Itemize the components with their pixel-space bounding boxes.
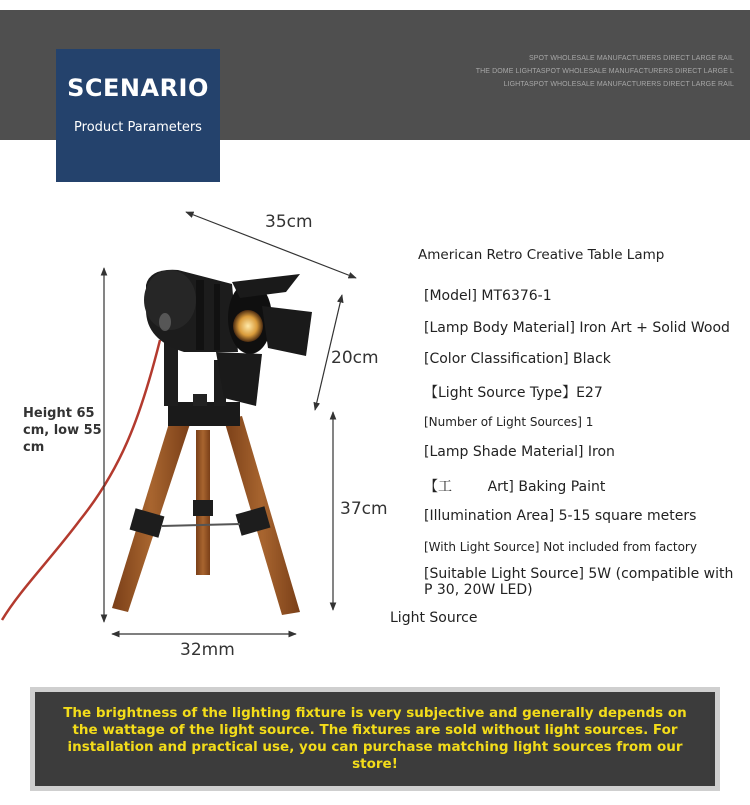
param-color: [Color Classification] Black bbox=[424, 351, 611, 367]
notice-text: The brightness of the lighting fixture is very subjective and generally depends on the wattage of the light source. The fixtures are sold without light sources. For installation and practical use, you can purchase matching light sources from our store! bbox=[63, 705, 687, 772]
barn-door bbox=[262, 306, 312, 356]
param-illumination-area: [Illumination Area] 5-15 square meters bbox=[424, 508, 697, 524]
param-suitable-light-source: [Suitable Light Source] 5W (compatible with P 30, 20W LED) bbox=[424, 566, 734, 598]
lamp-bulb bbox=[233, 310, 263, 342]
tripod-stem bbox=[193, 394, 207, 406]
section-subtitle: Product Parameters bbox=[74, 120, 202, 135]
param-body-material: [Lamp Body Material] Iron Art + Solid Wood bbox=[424, 320, 730, 336]
barn-door bbox=[232, 274, 300, 298]
param-process: 【工 Art] Baking Paint bbox=[424, 479, 606, 495]
lamp-highlight bbox=[159, 313, 171, 331]
param-light-count: [Number of Light Sources] 1 bbox=[424, 415, 594, 429]
param-with-light-source: [With Light Source] Not included from factory bbox=[424, 540, 697, 554]
lamp-ring bbox=[214, 284, 220, 350]
param-shade-material: [Lamp Shade Material] Iron bbox=[424, 444, 615, 460]
head-height-label: 20cm bbox=[331, 348, 379, 368]
lamp-ring bbox=[196, 280, 204, 350]
tripod-height-label: 37cm bbox=[340, 499, 388, 519]
notice-box bbox=[30, 687, 720, 791]
param-model: [Model] MT6376-1 bbox=[424, 288, 552, 304]
product-title: American Retro Creative Table Lamp bbox=[418, 247, 665, 263]
leg-clamp bbox=[193, 500, 213, 516]
base-width-label: 32mm bbox=[180, 640, 235, 660]
top-width-label: 35cm bbox=[265, 212, 313, 232]
banner-line: SPOT WHOLESALE MANUFACTURERS DIRECT LARGE RAIL bbox=[528, 55, 734, 62]
light-source-label: Light Source bbox=[390, 610, 478, 626]
leg-brace bbox=[162, 524, 240, 526]
notice-inner bbox=[35, 692, 715, 786]
param-light-source-type: 【Light Source Type】E27 bbox=[424, 385, 603, 401]
section-title: SCENARIO bbox=[67, 74, 209, 102]
banner-line: LIGHTASPOT WHOLESALE MANUFACTURERS DIRECT LARGE RAIL bbox=[503, 81, 734, 88]
banner-line: THE DOME LIGHTASPOT WHOLESALE MANUFACTURERS DIRECT LARGE L bbox=[475, 68, 734, 75]
total-height-label: Height 65 cm, low 55 cm bbox=[23, 406, 102, 455]
